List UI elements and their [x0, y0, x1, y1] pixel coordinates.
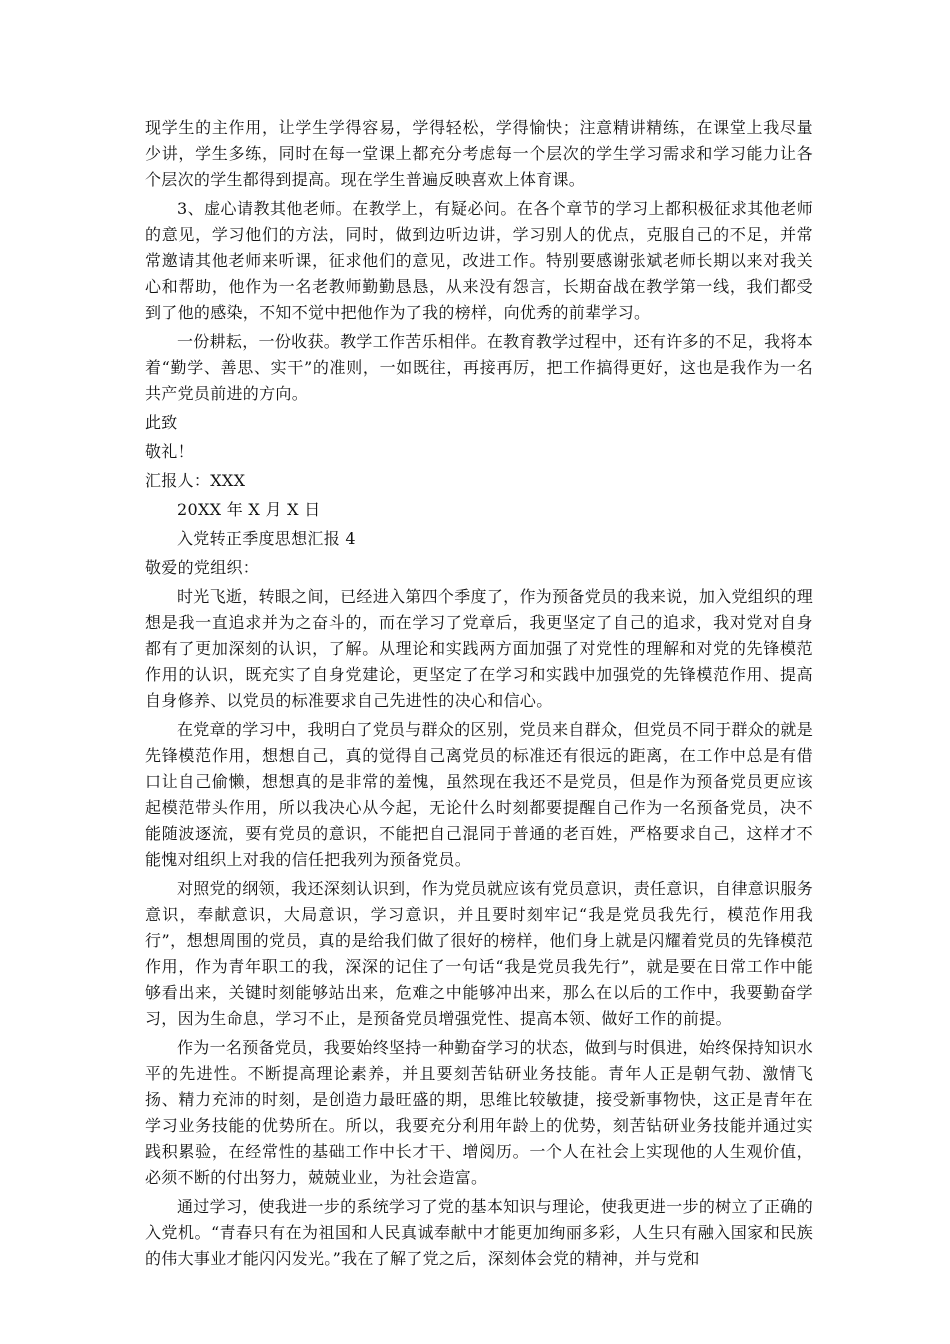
paragraph-summary: 一份耕耘，一份收获。教学工作苦乐相伴。在教育教学过程中，还有许多的不足，我将本着“勤学、善思、实干”的准则，一如既往，再接再厉，把工作搞得更好，这也是我作为一名共产党员前进的方向。: [145, 332, 813, 403]
report-paragraph-5: 通过学习，使我进一步的系统学习了党的基本知识与理论，使我更进一步的树立了正确的入党机。“青春只有在为祖国和人民真诚奉献中才能更加绚丽多彩，人生只有融入国家和民族的伟大事业才能闪闪发光。”我在了解了党之后，深刻体会党的精神，并与党和: [145, 1197, 813, 1268]
reporter-line: 汇报人：XXX: [145, 471, 246, 490]
report-title: 入党转正季度思想汇报 4: [177, 529, 356, 548]
paragraph-point-3: 3、虚心请教其他老师。在教学上，有疑必问。在各个章节的学习上都积极征求其他老师的意见，学习他们的方法，同时，做到边听边讲，学习别人的优点，克服自己的不足，并常常邀请其他老师来听课，征求他们的意见，改进工作。特别要感谢张斌老师长期以来对我关心和帮助，他作为一名老教师勤勤恳恳，从来没有怨言，长期奋战在教学第一线，我们都受到了他的感染，不知不觉中把他作为了我的榜样，向优秀的前辈学习。: [145, 199, 813, 322]
report-paragraph-1: 时光飞逝，转眼之间，已经进入第四个季度了，作为预备党员的我来说，加入党组织的理想是我一直追求并为之奋斗的，而在学习了党章后，我更坚定了自己的追求，我对党对自身都有了更加深刻的认识，了解。从理论和实践两方面加强了对党性的理解和对党的先锋模范作用的认识，既充实了自身党建论，更坚定了在学习和实践中加强党的先锋模范作用、提高自身修养、以党员的标准要求自己先进性的决心和信心。: [145, 587, 813, 710]
report-paragraph-4: 作为一名预备党员，我要始终坚持一种勤奋学习的状态，做到与时俱进，始终保持知识水平的先进性。不断提高理论素养，并且要刻苦钻研业务技能。青年人正是朝气勃、激情飞扬、精力充沛的时刻，是创造力最旺盛的期，思维比较敏捷，接受新事物快，这正是青年在学习业务技能的优势所在。所以，我要充分利用年龄上的优势，刻苦钻研业务技能并通过实践积累验，在经常性的基础工作中长才干、增阅历。一个人在社会上实现他的人生观价值，必须不断的付出努力，兢兢业业，为社会造富。: [145, 1038, 813, 1187]
closing-cizhi: 此致: [145, 413, 178, 432]
document-page: [145, 115, 813, 1275]
report-paragraph-3: 对照党的纲领，我还深刻认识到，作为党员就应该有党员意识，责任意识，自律意识服务意识，奉献意识，大局意识，学习意识，并且要时刻牢记“我是党员我先行，模范作用我行”，想想周围的党员，真的是给我们做了很好的榜样，他们身上就是闪耀着党员的先锋模范作用，作为青年职工的我，深深的记住了一句话“我是党员我先行”，就是要在日常工作中能够看出来，关键时刻能够站出来，危难之中能够冲出来，那么在以后的工作中，我要勤奋学习，因为生命息，学习不止，是预备党员增强党性、提高本领、做好工作的前提。: [145, 879, 813, 1028]
paragraph-continuation: 现学生的主作用，让学生学得容易，学得轻松，学得愉快；注意精讲精练，在课堂上我尽量少讲，学生多练，同时在每一堂课上都充分考虑每一个层次的学生学习需求和学习能力让各个层次的学生都得到提高。现在学生普遍反映喜欢上体育课。: [145, 118, 813, 189]
salutation: 敬爱的党组织：: [145, 558, 260, 577]
report-date: 20XX 年 X 月 X 日: [177, 500, 321, 519]
report-paragraph-2: 在党章的学习中，我明白了党员与群众的区别，党员来自群众，但党员不同于群众的就是先锋模范作用，想想自己，真的觉得自己离党员的标准还有很远的距离，在工作中总是有借口让自己偷懒，想想真的是非常的羞愧，虽然现在我还不是党员，但是作为预备党员更应该起模范带头作用，所以我决心从今起，无论什么时刻都要提醒自己作为一名预备党员，决不能随波逐流，要有党员的意识，不能把自己混同于普通的老百姓，严格要求自己，这样才不能愧对组织上对我的信任把我列为预备党员。: [145, 720, 813, 869]
closing-jingli: 敬礼！: [145, 442, 194, 461]
